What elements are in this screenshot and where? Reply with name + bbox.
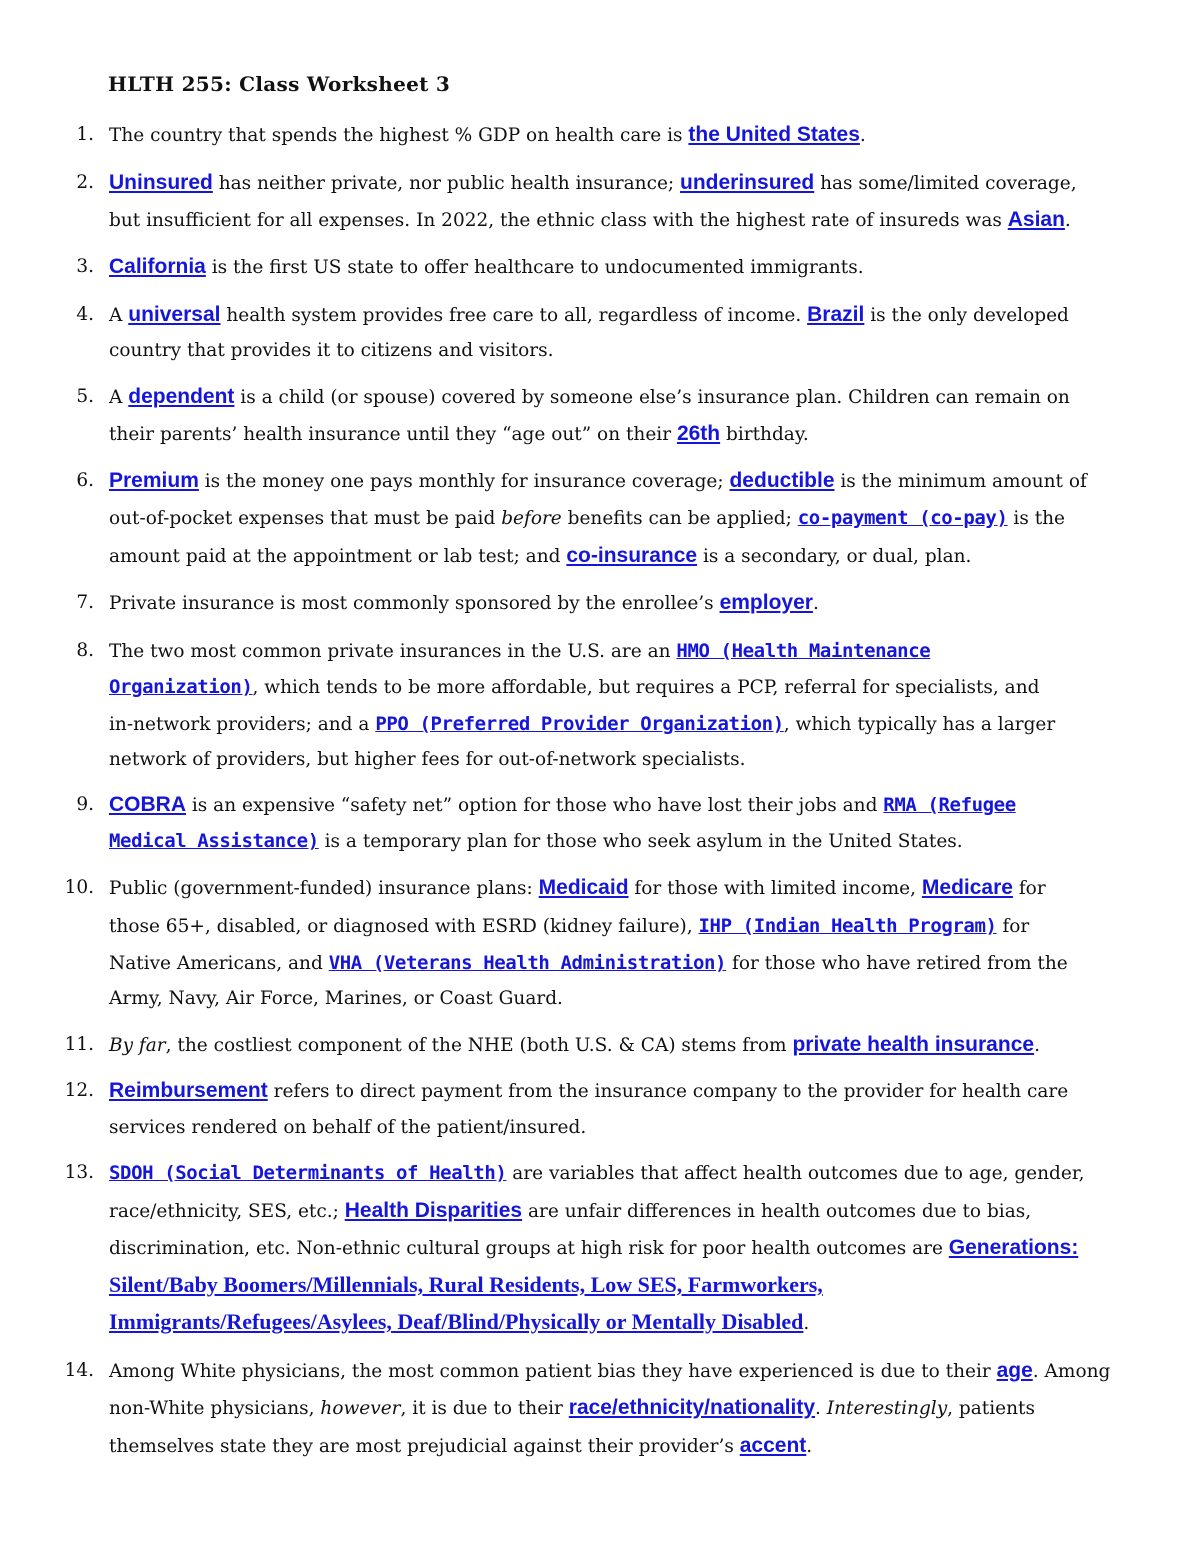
answer-link[interactable]: 26th [676,422,721,445]
item-number: 13. [64,1162,94,1183]
item-line [109,470,1087,493]
text-run: health system provides free care to all, regardless of income. [220,305,808,326]
text-run: are unfair differences in health outcomes due to bias, [522,1201,1032,1222]
item-line [109,952,1068,975]
item-number: 8. [76,640,94,661]
answer-link[interactable]: VHA (Veterans Health Administration) [328,952,727,974]
answer-link[interactable]: IHP (Indian Health Program) [698,915,997,937]
item-line [109,915,1029,938]
item-line [109,794,1016,817]
item-line [109,340,554,362]
text-run: . [815,1398,827,1419]
answer-link[interactable]: co-payment (co-pay) [797,507,1008,529]
text-run: , which typically has a larger [783,714,1056,735]
item-line [109,1034,1040,1057]
answer-link[interactable]: age [996,1359,1033,1382]
text-run: discrimination, etc. Non-ethnic cultural groups at high risk for poor health outcomes are [109,1238,949,1259]
text-run: Native Americans, and [109,953,329,974]
answer-link[interactable]: COBRA [109,793,186,816]
text-run: race/ethnicity, SES, etc.; [109,1201,345,1222]
item-line [109,640,930,663]
item-line [109,545,971,568]
item-number: 12. [64,1080,94,1101]
answer-link[interactable]: universal [128,303,221,326]
italic-text: By far [109,1035,166,1056]
text-run: . [812,593,819,614]
text-run: Public (government-funded) insurance plans: [109,878,539,899]
text-run: are variables that affect health outcomes due to age, gender, [506,1163,1085,1184]
item-line [109,988,563,1010]
text-run: . Among [1032,1361,1111,1382]
text-run: is a secondary, or dual, plan. [697,546,972,567]
text-run: has some/limited coverage, [814,173,1077,194]
item-line [109,507,1065,530]
italic-text: before [501,508,562,529]
item-line [109,676,1039,699]
item-number: 14. [64,1360,94,1381]
text-run: , patients [947,1398,1035,1419]
answer-link[interactable]: California [109,255,206,278]
text-run: Among White physicians, the most common patient bias they have experienced is due to their [109,1361,997,1382]
item-line [109,1397,1035,1420]
text-run: in-network providers; and a [109,714,376,735]
item-line [109,386,1070,409]
item-line [109,713,1055,736]
answer-link[interactable]: Reimbursement [109,1079,268,1102]
item-line [109,256,864,279]
text-run: but insufficient for all expenses. In 2022, the ethnic class with the highest rate of insureds was [109,210,1008,231]
text-run: is the minimum amount of [834,471,1087,492]
answer-link[interactable]: the United States [688,123,860,146]
item-line [109,124,866,147]
text-run: amount paid at the appointment or lab test; and [109,546,567,567]
item-line [109,877,1046,900]
item-number: 5. [76,386,94,407]
item-number: 6. [76,470,94,491]
item-line [109,1080,1068,1103]
answer-link[interactable]: RMA (Refugee [883,794,1016,816]
text-run: A [109,387,129,408]
text-run: network of providers, but higher fees for out-of-network specialists. [109,749,746,770]
answer-link[interactable]: Silent/Baby Boomers/Millennials, Rural Residents, Low SES, Farmworkers, [109,1272,823,1297]
text-run: is the only developed [864,305,1069,326]
answer-link[interactable]: Medicare [921,876,1013,899]
text-run: . [1034,1035,1040,1056]
item-line [109,1435,812,1458]
text-run: , it is due to their [400,1398,569,1419]
answer-link[interactable]: Asian [1007,208,1065,231]
item-line [109,1200,1031,1223]
text-run: is the money one pays monthly for insurance coverage; [198,471,730,492]
text-run: The country that spends the highest % GDP on health care is [109,125,689,146]
answer-link[interactable]: dependent [128,385,235,408]
item-number: 4. [76,304,94,325]
item-line [109,1237,1078,1260]
text-run: has neither private, nor public health insurance; [212,173,681,194]
item-line [109,209,1071,232]
item-number: 1. [76,124,94,145]
answer-link[interactable]: Uninsured [109,171,213,194]
item-number: 11. [64,1034,94,1055]
answer-link[interactable]: Generations: [948,1236,1079,1259]
text-run: is a child (or spouse) covered by someone else’s insurance plan. Children can remain on [234,387,1070,408]
answer-link[interactable]: Health Disparities [344,1199,523,1222]
text-run: those 65+, disabled, or diagnosed with ESRD (kidney failure), [109,916,699,937]
item-line [109,592,819,615]
text-run: is the first US state to offer healthcare to undocumented immigrants. [205,257,864,278]
text-run: is the [1007,508,1065,529]
text-run: A [109,305,129,326]
item-line [109,304,1069,327]
answer-link[interactable]: Premium [109,469,199,492]
text-run: , the costliest component of the NHE (both U.S. & CA) stems from [165,1035,793,1056]
answer-link[interactable]: race/ethnicity/nationality [568,1396,816,1419]
item-number: 10. [64,877,94,898]
text-run: . [806,1436,813,1457]
text-run: benefits can be applied; [561,508,798,529]
answer-link[interactable]: Organization) [109,676,253,698]
text-run: themselves state they are most prejudicial against their provider’s [109,1436,740,1457]
answer-link[interactable]: SDOH (Social Determinants of Health) [109,1162,507,1184]
worksheet-title: HLTH 255: Class Worksheet 3 [108,72,451,96]
text-run: refers to direct payment from the insurance company to the provider for health care [267,1081,1069,1102]
item-number: 7. [76,592,94,613]
text-run: for [996,916,1030,937]
item-line [109,749,746,771]
answer-link[interactable]: Brazil [807,303,865,326]
answer-link[interactable]: accent [739,1434,807,1457]
text-run: is an expensive “safety net” option for those who have lost their jobs and [186,795,884,816]
text-run: is a temporary plan for those who seek asylum in the United States. [318,831,963,852]
item-number: 3. [76,256,94,277]
text-run: services rendered on behalf of the patient/insured. [109,1117,587,1138]
item-line [109,172,1077,195]
item-line [109,830,963,853]
answer-link[interactable]: HMO (Health Maintenance [676,640,931,662]
item-number: 2. [76,172,94,193]
answer-link[interactable]: private health insurance [792,1033,1035,1056]
text-run: out-of-pocket expenses that must be paid [109,508,502,529]
answer-link[interactable]: Medicaid [538,876,629,899]
italic-text: however [320,1398,401,1419]
text-run: . [803,1313,810,1334]
text-run: The two most common private insurances in the U.S. are an [109,641,677,662]
item-line [109,1274,823,1298]
text-run: Private insurance is most commonly sponsored by the enrollee’s [109,593,720,614]
text-run: their parents’ health insurance until they “age out” on their [109,424,677,445]
text-run: non-White physicians, [109,1398,321,1419]
item-line [109,1117,586,1139]
item-line [109,423,809,446]
item-line [109,1162,1085,1185]
text-run: country that provides it to citizens and visitors. [109,340,554,361]
italic-text: Interestingly [826,1398,948,1419]
item-line [109,1360,1110,1383]
text-run: . [859,125,866,146]
answer-link[interactable]: underinsured [680,171,815,194]
answer-link[interactable]: deductible [729,469,835,492]
answer-link[interactable]: Immigrants/Refugees/Asylees, Deaf/Blind/Physically or Mentally Disabled [109,1309,804,1334]
answer-link[interactable]: PPO (Preferred Provider Organization) [375,713,784,735]
text-run: for those with limited income, [628,878,922,899]
text-run: Army, Navy, Air Force, Marines, or Coast Guard. [109,988,563,1009]
answer-link[interactable]: employer [719,591,813,614]
item-line [109,1311,809,1335]
answer-link[interactable]: co-insurance [566,544,698,567]
text-run: for [1012,878,1046,899]
text-run: . [1064,210,1071,231]
answer-link[interactable]: Medical Assistance) [109,830,319,852]
text-run: for those who have retired from the [726,953,1068,974]
text-run: , which tends to be more affordable, but requires a PCP, referral for specialists, and [252,677,1040,698]
item-number: 9. [76,794,94,815]
text-run: birthday. [720,424,809,445]
